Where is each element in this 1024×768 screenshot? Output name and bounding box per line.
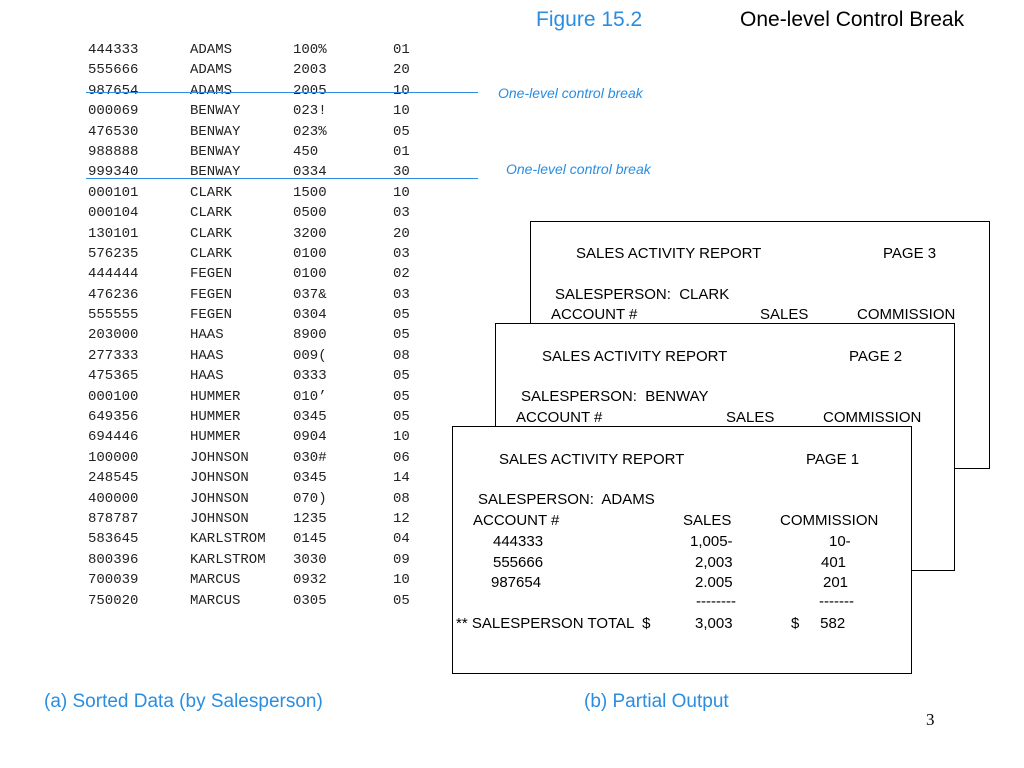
data-sales: 8900: [293, 327, 327, 344]
report-sales: 2.005: [695, 574, 733, 591]
data-salesperson: MARCUS: [190, 592, 241, 609]
data-commission: 05: [393, 368, 410, 385]
data-salesperson: FEGEN: [190, 266, 233, 283]
report-title: SALES ACTIVITY REPORT: [576, 245, 762, 262]
data-sales: 0500: [293, 205, 327, 222]
report-total-label: ** SALESPERSON TOTAL $: [456, 615, 651, 632]
data-salesperson: FEGEN: [190, 307, 233, 324]
report-commission: 10-: [829, 533, 851, 550]
data-account: 800396: [88, 551, 139, 568]
data-commission: 01: [393, 42, 410, 58]
data-row: [88, 285, 423, 305]
data-row: [88, 81, 423, 101]
data-row: [88, 224, 423, 244]
data-account: 576235: [88, 245, 139, 262]
data-row: [88, 427, 423, 447]
data-account: 750020: [88, 592, 139, 609]
data-row: [88, 162, 423, 182]
data-sales: 100%: [293, 42, 327, 58]
data-salesperson: JOHNSON: [190, 449, 249, 466]
data-salesperson: CLARK: [190, 245, 233, 262]
data-commission: 05: [393, 307, 410, 324]
data-account: 999340: [88, 164, 139, 181]
data-sales: 023!: [293, 103, 327, 120]
data-salesperson: JOHNSON: [190, 470, 249, 487]
data-salesperson: CLARK: [190, 184, 233, 201]
report-salesperson: SALESPERSON: BENWAY: [521, 388, 709, 405]
report-sales: 1,005-: [690, 533, 733, 550]
data-account: 476530: [88, 123, 139, 140]
report-page-number: PAGE 1: [806, 451, 860, 468]
data-account: 100000: [88, 449, 139, 466]
data-salesperson: ADAMS: [190, 82, 233, 99]
data-salesperson: FEGEN: [190, 286, 233, 303]
data-commission: 10: [393, 429, 410, 446]
report-page-number: PAGE 3: [883, 245, 937, 262]
data-row: [88, 407, 423, 427]
data-account: 444333: [88, 42, 139, 58]
data-commission: 12: [393, 510, 410, 527]
data-commission: 05: [393, 592, 410, 609]
data-salesperson: HAAS: [190, 327, 224, 344]
data-row: [88, 325, 423, 345]
data-sales: 1500: [293, 184, 327, 201]
report-page-1: [452, 426, 912, 674]
data-sales: 023%: [293, 123, 327, 140]
data-account: 444444: [88, 266, 139, 283]
data-sales: 010’: [293, 388, 327, 405]
report-account: 987654: [491, 574, 542, 591]
data-salesperson: BENWAY: [190, 164, 241, 181]
data-sales: 0932: [293, 572, 327, 589]
figure-label: Figure 15.2: [536, 8, 643, 31]
report-col-commission: COMMISSION: [857, 306, 956, 323]
data-account: 000101: [88, 184, 139, 201]
data-commission: 14: [393, 470, 410, 487]
data-row: [88, 529, 423, 549]
data-row: [88, 489, 423, 509]
data-salesperson: BENWAY: [190, 103, 241, 120]
data-sales: 2005: [293, 82, 327, 99]
report-title: SALES ACTIVITY REPORT: [499, 451, 685, 468]
data-row: [88, 122, 423, 142]
data-row: [88, 40, 423, 60]
data-account: 878787: [88, 510, 139, 527]
report-commission-rule: -------: [819, 593, 854, 610]
data-account: 700039: [88, 572, 139, 589]
data-commission: 03: [393, 205, 410, 222]
data-account: 400000: [88, 490, 139, 507]
data-commission: 05: [393, 388, 410, 405]
control-break-note: One-level control break: [506, 161, 651, 177]
data-row: [88, 387, 423, 407]
data-commission: 10: [393, 103, 410, 120]
control-break-line: [86, 92, 478, 93]
data-commission: 02: [393, 266, 410, 283]
data-account: 000069: [88, 103, 139, 120]
report-col-sales: SALES: [683, 512, 732, 529]
data-account: 000104: [88, 205, 139, 222]
report-salesperson: SALESPERSON: ADAMS: [478, 491, 655, 508]
report-title: SALES ACTIVITY REPORT: [542, 348, 728, 365]
data-row: [88, 509, 423, 529]
data-row: [88, 142, 423, 162]
data-salesperson: HUMMER: [190, 429, 241, 446]
report-col-sales: SALES: [726, 409, 775, 426]
data-commission: 05: [393, 327, 410, 344]
data-commission: 10: [393, 572, 410, 589]
data-sales: 0145: [293, 531, 327, 548]
data-commission: 10: [393, 82, 410, 99]
data-account: 130101: [88, 225, 139, 242]
report-col-account: ACCOUNT #: [473, 512, 560, 529]
data-account: 583645: [88, 531, 139, 548]
data-account: 555555: [88, 307, 139, 324]
report-salesperson: SALESPERSON: CLARK: [555, 286, 730, 303]
control-break-note: One-level control break: [498, 85, 643, 101]
data-account: 988888: [88, 143, 139, 160]
data-salesperson: KARLSTROM: [190, 551, 266, 568]
data-row: [88, 346, 423, 366]
report-col-commission: COMMISSION: [823, 409, 922, 426]
data-row: [88, 264, 423, 284]
data-commission: 05: [393, 409, 410, 426]
data-commission: 05: [393, 123, 410, 140]
control-break-line: [86, 178, 478, 179]
data-account: 248545: [88, 470, 139, 487]
data-row: [88, 591, 423, 611]
data-salesperson: KARLSTROM: [190, 531, 266, 548]
report-col-commission: COMMISSION: [780, 512, 879, 529]
report-col-account: ACCOUNT #: [551, 306, 638, 323]
data-salesperson: CLARK: [190, 225, 233, 242]
data-account: 987654: [88, 82, 139, 99]
data-salesperson: ADAMS: [190, 62, 233, 79]
report-commission: 201: [823, 574, 849, 591]
report-sales-rule: --------: [696, 593, 736, 610]
data-salesperson: MARCUS: [190, 572, 241, 589]
report-account: 555666: [493, 554, 544, 571]
data-sales: 3200: [293, 225, 327, 242]
data-salesperson: JOHNSON: [190, 490, 249, 507]
data-commission: 20: [393, 225, 410, 242]
data-row: [88, 366, 423, 386]
data-commission: 06: [393, 449, 410, 466]
report-total-commission: $ 582: [791, 615, 846, 632]
data-account: 694446: [88, 429, 139, 446]
data-commission: 08: [393, 490, 410, 507]
data-sales: 0333: [293, 368, 327, 385]
data-sales: 030#: [293, 449, 327, 466]
data-sales: 0345: [293, 470, 327, 487]
report-col-sales: SALES: [760, 306, 809, 323]
data-sales: 0334: [293, 164, 327, 181]
data-row: [88, 468, 423, 488]
data-sales: 0904: [293, 429, 327, 446]
data-salesperson: HAAS: [190, 347, 224, 364]
figure-title: One-level Control Break: [740, 8, 965, 31]
data-sales: 0345: [293, 409, 327, 426]
data-sales: 0100: [293, 266, 327, 283]
data-row: [88, 183, 423, 203]
data-row: [88, 244, 423, 264]
data-sales: 009(: [293, 347, 327, 364]
data-account: 203000: [88, 327, 139, 344]
data-salesperson: JOHNSON: [190, 510, 249, 527]
report-sales: 2,003: [695, 554, 733, 571]
data-commission: 20: [393, 62, 410, 79]
data-sales: 450: [293, 143, 319, 160]
data-account: 476236: [88, 286, 139, 303]
data-commission: 01: [393, 143, 410, 160]
slide-number: 3: [926, 710, 935, 729]
data-row: [88, 203, 423, 223]
data-sales: 1235: [293, 510, 327, 527]
data-sales: 070): [293, 490, 327, 507]
data-salesperson: ADAMS: [190, 42, 233, 58]
data-salesperson: CLARK: [190, 205, 233, 222]
data-row: [88, 570, 423, 590]
data-commission: 03: [393, 286, 410, 303]
report-col-account: ACCOUNT #: [516, 409, 603, 426]
data-sales: 0305: [293, 592, 327, 609]
data-account: 475365: [88, 368, 139, 385]
data-row: [88, 448, 423, 468]
report-commission: 401: [821, 554, 847, 571]
data-sales: 037&: [293, 286, 327, 303]
data-salesperson: BENWAY: [190, 143, 241, 160]
data-sales: 2003: [293, 62, 327, 79]
data-salesperson: HUMMER: [190, 388, 241, 405]
data-account: 277333: [88, 347, 139, 364]
data-salesperson: HUMMER: [190, 409, 241, 426]
report-account: 444333: [493, 533, 544, 550]
data-account: 649356: [88, 409, 139, 426]
data-account: 555666: [88, 62, 139, 79]
data-commission: 10: [393, 184, 410, 201]
data-commission: 03: [393, 245, 410, 262]
data-sales: 0100: [293, 245, 327, 262]
data-salesperson: BENWAY: [190, 123, 241, 140]
data-sales: 3030: [293, 551, 327, 568]
data-account: 000100: [88, 388, 139, 405]
data-commission: 04: [393, 531, 410, 548]
data-row: [88, 60, 423, 80]
report-total-sales: 3,003: [695, 615, 733, 632]
caption-sorted-data: (a) Sorted Data (by Salesperson): [44, 691, 323, 712]
report-page-number: PAGE 2: [849, 348, 903, 365]
caption-partial-output: (b) Partial Output: [584, 691, 729, 712]
sorted-data-list: [88, 40, 423, 611]
data-commission: 08: [393, 347, 410, 364]
data-commission: 09: [393, 551, 410, 568]
data-row: [88, 550, 423, 570]
data-sales: 0304: [293, 307, 327, 324]
data-row: [88, 305, 423, 325]
data-salesperson: HAAS: [190, 368, 224, 385]
data-commission: 30: [393, 164, 410, 181]
data-row: [88, 101, 423, 121]
